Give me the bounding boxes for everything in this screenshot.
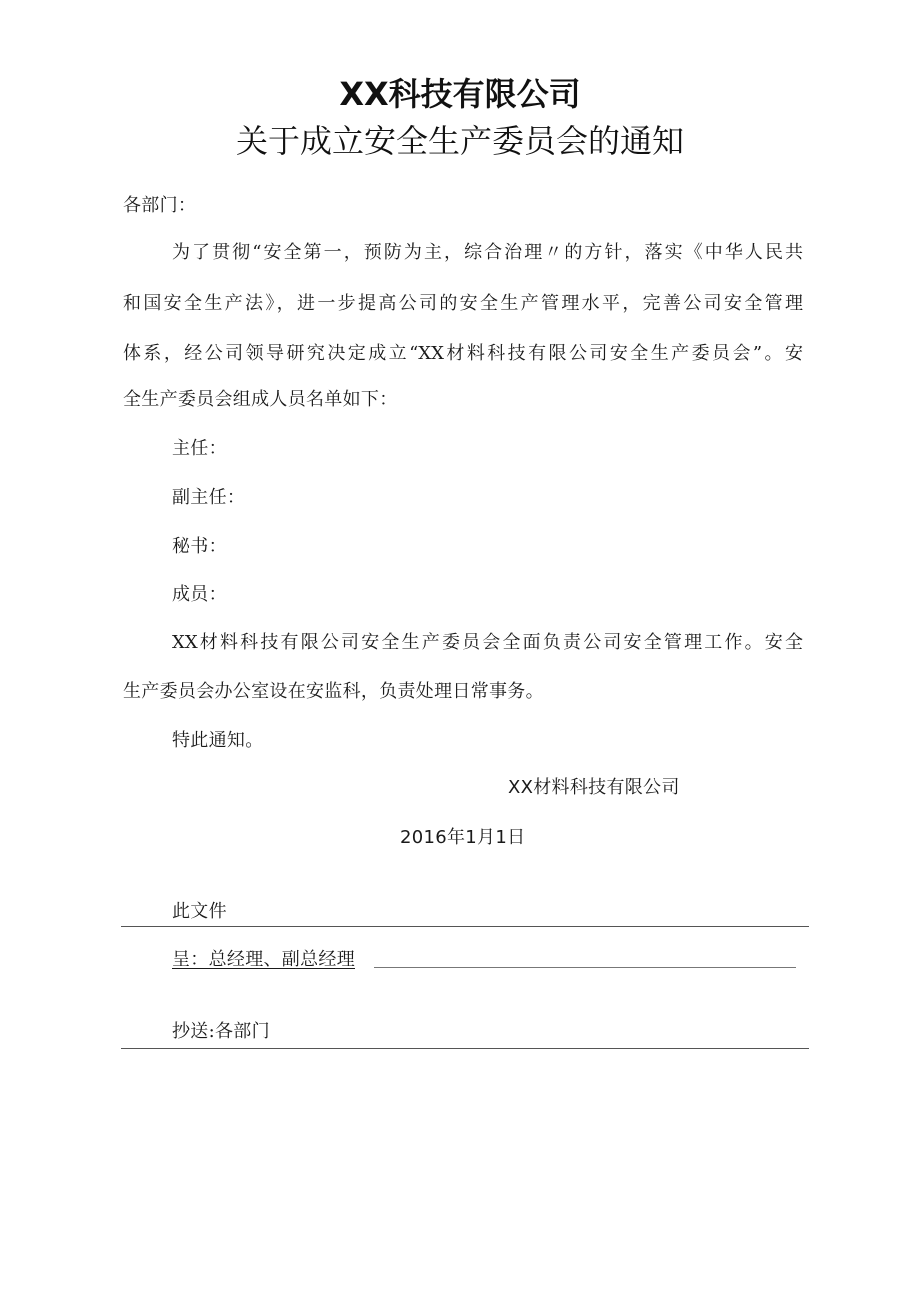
role-deputy-director: 副主任： [172,487,246,508]
company-title: XX科技有限公司 [339,75,581,113]
role-director: 主任： [172,438,227,459]
divider-top [121,926,809,927]
submit-underline [374,967,796,968]
closing-line: 特此通知。 [172,730,264,751]
intro-line-3: 体系，经公司领导研究决定成立“XX材料科技有限公司安全生产委员会”。安 [123,343,803,364]
divider-bottom [121,1048,809,1049]
cc-line: 抄送:各部门 [172,1021,270,1042]
intro-line-1: 为了贯彻“安全第一，预防为主，综合治理〃的方针，落实《中华人民共 [172,242,803,263]
duty-line-2: 生产委员会办公室设在安监科，负责处理日常事务。 [123,681,544,702]
intro-line-4: 全生产委员会组成人员名单如下： [123,389,398,410]
file-label: 此文件 [172,901,227,922]
salutation: 各部门： [123,195,197,216]
signature-date: 2016年1月1日 [400,827,526,848]
submit-to-line: 呈：总经理、副总经理 [172,949,355,970]
signature-organization: XX材料科技有限公司 [508,777,680,798]
role-members: 成员： [172,584,227,605]
intro-line-2: 和国安全生产法》，进一步提高公司的安全生产管理水平，完善公司安全管理 [123,293,803,314]
notice-title: 关于成立安全生产委员会的通知 [235,122,684,160]
role-secretary: 秘书： [172,536,227,557]
duty-line-1: XX材料科技有限公司安全生产委员会全面负责公司安全管理工作。安全 [172,632,803,653]
